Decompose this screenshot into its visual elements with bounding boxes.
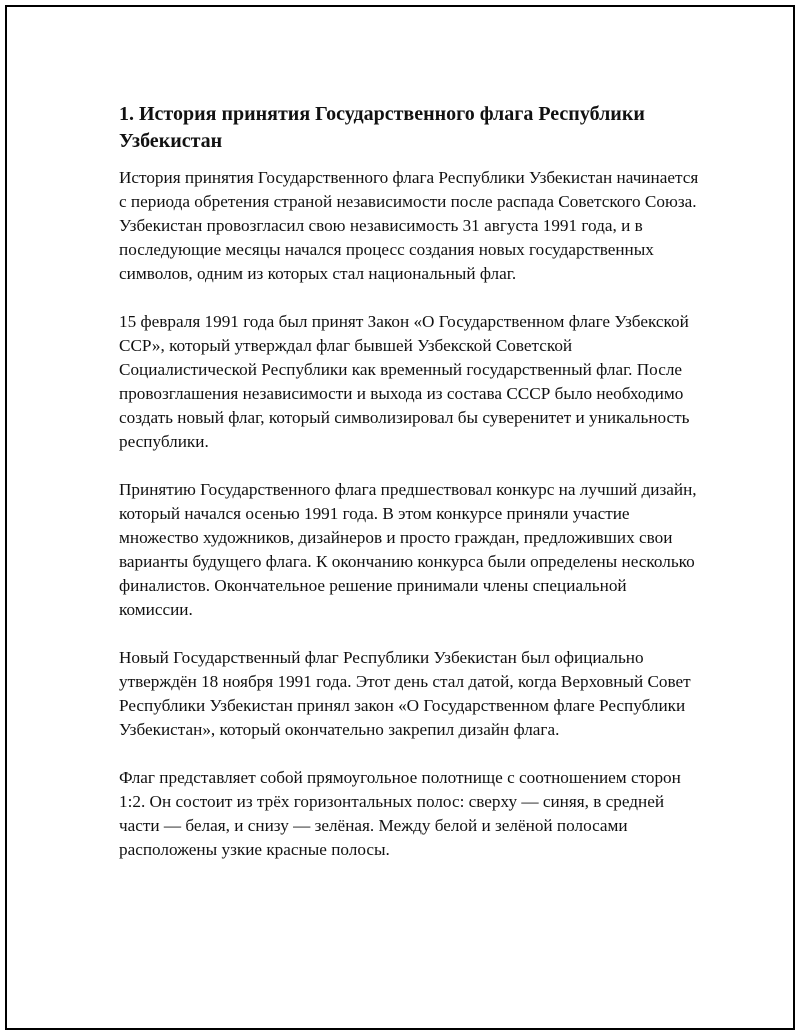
paragraph-3: Принятию Государственного флага предшествовал конкурс на лучший дизайн, который начался осенью 1991 года. В этом конкурсе приняли участие множество художников, дизайнеров и просто граждан, предложивших свои варианты будущего флага. К окончанию конкурса были определены несколько финалистов. Окончательное решение принимали члены специальной комиссии. [119, 480, 697, 619]
paragraph-4: Новый Государственный флаг Республики Узбекистан был официально утверждён 18 ноября 1991 года. Этот день стал датой, когда Верховный Совет Республики Узбекистан принял закон «О Государственном флаге Республики Узбекистан», который окончательно закрепил дизайн флага. [119, 648, 691, 739]
section-heading: 1. История принятия Государственного флага Республики Узбекистан [119, 103, 645, 152]
paragraph-5: Флаг представляет собой прямоугольное полотнище с соотношением сторон 1:2. Он состоит из трёх горизонтальных полос: сверху — синяя, в средней части — белая, и снизу — зелёная. Между белой и зелёной полосами расположены узкие красные полосы. [119, 768, 681, 859]
paragraph-1: История принятия Государственного флага Республики Узбекистан начинается с периода обретения страной независимости после распада Советского Союза. Узбекистан провозгласил свою независимость 31 августа 1991 года, и в последующие месяцы начался процесс создания новых государственных символов, одним из которых стал национальный флаг. [119, 168, 699, 283]
paragraph-2: 15 февраля 1991 года был принят Закон «О Государственном флаге Узбекской ССР», который утверждал флаг бывшей Узбекской Советской Социалистической Республики как временный государственный флаг. После провозглашения независимости и выхода из состава СССР было необходимо создать новый флаг, который символизировал бы суверенитет и уникальность республики. [119, 312, 690, 451]
document-body [119, 101, 699, 886]
page-frame [5, 5, 795, 1030]
